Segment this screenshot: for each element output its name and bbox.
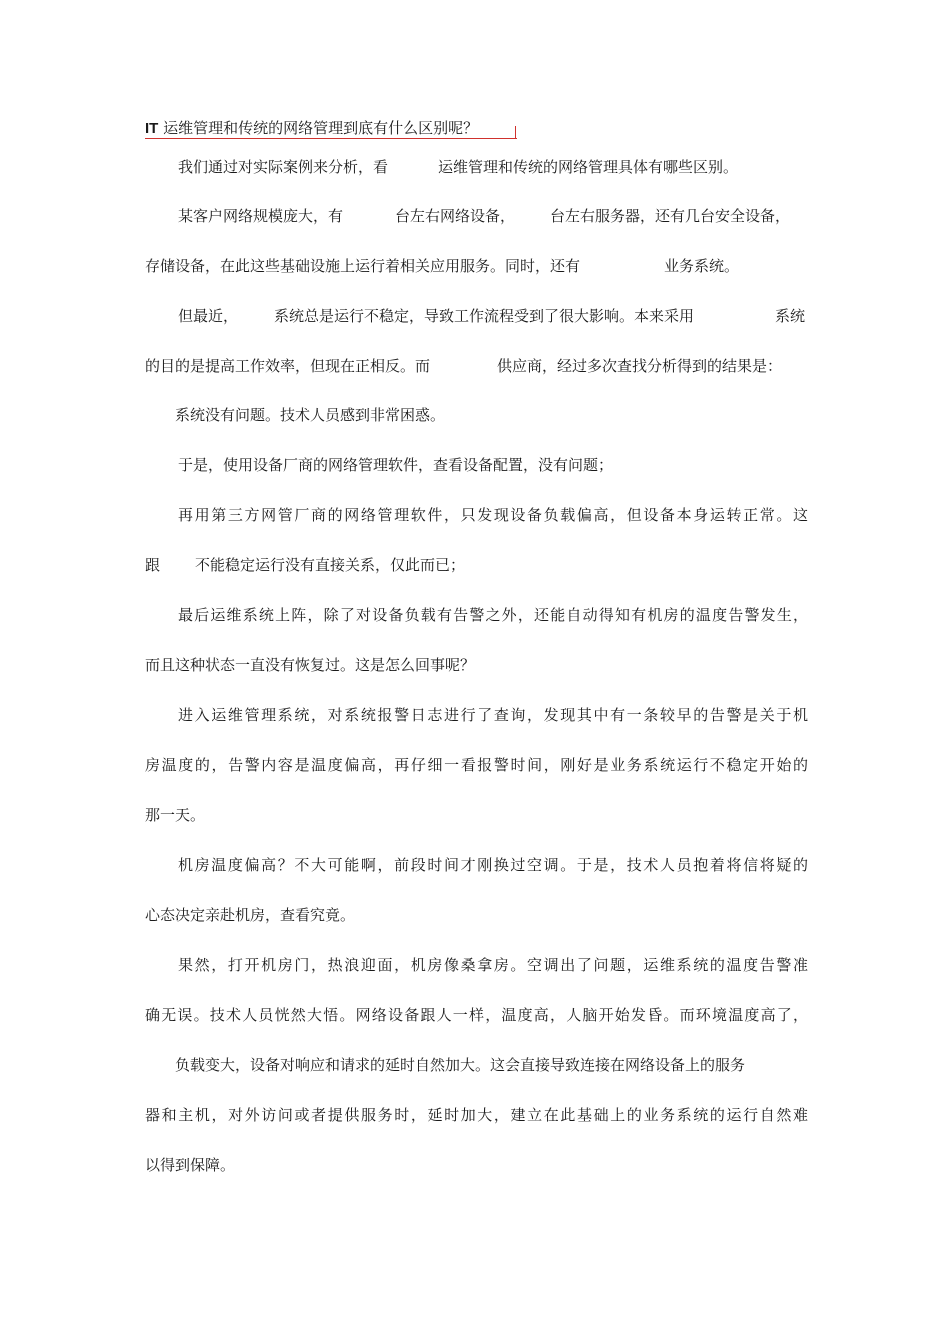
p9-text-c: 负载变大，设备对响应和请求的延时自然加大。这会直接导致连接在网络设备上的服务 (175, 1056, 746, 1074)
p9-text-e: 以得到保障。 (145, 1156, 236, 1174)
title-underline (145, 138, 517, 139)
document-title (145, 118, 478, 139)
title-text: 运维管理和传统的网络管理到底有什么区别呢？ (163, 119, 479, 137)
p3-text-c: 系统 (775, 307, 806, 325)
title-prefix: IT (145, 120, 159, 137)
p3-text-d: 的目的是提高工作效率，但现在正相反。而 (145, 357, 431, 375)
p7-text-c: 那一天。 (145, 806, 206, 824)
p2-text-b: 台左右网络设备， (395, 207, 516, 225)
p2-text-d: 存储设备，在此这些基础设施上运行着相关应用服务。同时，还有 (145, 257, 581, 275)
p9-text-a: 果然，打开机房门，热浪迎面，机房像桑拿房。空调出了问题，运维系统的温度告警准 (178, 956, 810, 974)
p3-text-f: 系统没有问题。技术人员感到非常困惑。 (175, 406, 446, 424)
p7-text-a: 进入运维管理系统，对系统报警日志进行了查询，发现其中有一条较早的告警是关于机 (178, 706, 810, 724)
p3-text-e: 供应商，经过多次查找分析得到的结果是： (497, 357, 783, 375)
p5-text-b: 跟 (145, 556, 161, 574)
p2-text-a: 某客户网络规模庞大，有 (178, 207, 344, 225)
p8-text-a: 机房温度偏高？不大可能啊，前段时间才刚换过空调。于是，技术人员抱着将信将疑的 (178, 856, 810, 874)
p5-text-c: 不能稳定运行没有直接关系，仅此而已； (195, 556, 466, 574)
p9-text-b: 确无误。技术人员恍然大悟。网络设备跟人一样，温度高，人脑开始发昏。而环境温度高了， (145, 1006, 810, 1024)
p3-text-a: 但最近， (178, 307, 239, 325)
p1-text-a: 我们通过对实际案例来分析，看 (178, 158, 389, 176)
p8-text-b: 心态决定亲赴机房，查看究竟。 (145, 906, 356, 924)
p2-text-c: 台左右服务器，还有几台安全设备， (550, 207, 791, 225)
p2-text-e: 业务系统。 (664, 257, 740, 275)
p1-text-b: 运维管理和传统的网络管理具体有哪些区别。 (438, 158, 739, 176)
p3-text-b: 系统总是运行不稳定，导致工作流程受到了很大影响。本来采用 (274, 307, 695, 325)
p5-text-a: 再用第三方网管厂商的网络管理软件，只发现设备负载偏高，但设备本身运转正常。这 (178, 506, 810, 524)
p9-text-d: 器和主机，对外访问或者提供服务时，延时加大，建立在此基础上的业务系统的运行自然难 (145, 1106, 810, 1124)
p6-text-b: 而且这种状态一直没有恢复过。这是怎么回事呢？ (145, 656, 476, 674)
p7-text-b: 房温度的，告警内容是温度偏高，再仔细一看报警时间，刚好是业务系统运行不稳定开始的 (145, 756, 810, 774)
p6-text-a: 最后运维系统上阵，除了对设备负载有告警之外，还能自动得知有机房的温度告警发生， (178, 606, 810, 624)
p4-text: 于是，使用设备厂商的网络管理软件，查看设备配置，没有问题； (178, 456, 614, 474)
title-underline-tick (515, 126, 516, 139)
